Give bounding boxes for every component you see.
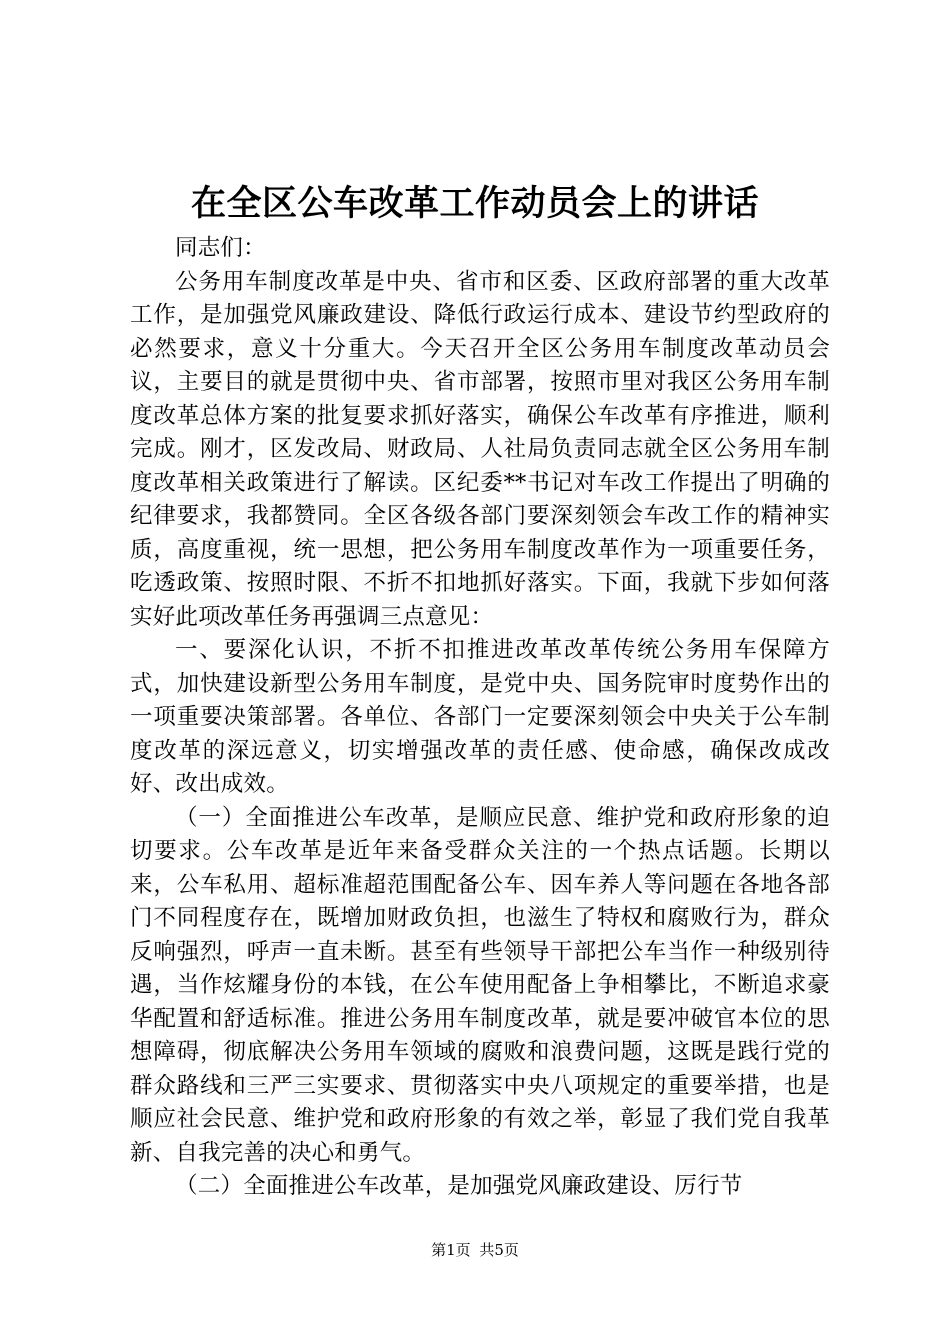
document-title: 在全区公车改革工作动员会上的讲话 xyxy=(190,183,759,224)
page-total: 共5页 xyxy=(479,1241,519,1259)
page-footer xyxy=(0,1240,950,1260)
paragraph-subsection-two: （二）全面推进公车改革，是加强党风廉政建设、厉行节 xyxy=(175,1173,743,1199)
paragraph-subsection-one: （一）全面推进公车改革，是顺应民意、维护党和政府形象的迫切要求。公车改革是近年来备受群众关注的一个热点话题。长期以来，公车私用、超标准超范围配备公车、因车养人等问题在各地各部门不同程度存在，既增加财政负担，也滋生了特权和腐败行为，群众反响强烈，呼声一直未断。甚至有些领导干部把公车当作一种级别待遇，当作炫耀身份的本钱，在公车使用配备上争相攀比，不断追求豪华配置和舒适标准。推进公务用车制度改革，就是要冲破官本位的思想障碍，彻底解决公务用车领域的腐败和浪费问题，这既是践行党的群众路线和三严三实要求、贯彻落实中央八项规定的重要举措，也是顺应社会民意、维护党和政府形象的有效之举，彰显了我们党自我革新、自我完善的决心和勇气。 xyxy=(130,804,830,1166)
document-body xyxy=(130,232,830,1204)
page-number: 第1页 xyxy=(431,1241,471,1259)
salutation: 同志们： xyxy=(175,235,266,261)
paragraph-intro: 公务用车制度改革是中央、省市和区委、区政府部署的重大改革工作，是加强党风廉政建设、降低行政运行成本、建设节约型政府的必然要求，意义十分重大。今天召开全区公务用车制度改革动员会议，主要目的就是贯彻中央、省市部署，按照市里对我区公务用车制度改革总体方案的批复要求抓好落实，确保公车改革有序推进，顺利完成。刚才，区发改局、财政局、人社局负责同志就全区公务用车制度改革相关政策进行了解读。区纪委**书记对车改工作提出了明确的纪律要求，我都赞同。全区各级各部门要深刻领会车改工作的精神实质，高度重视，统一思想，把公务用车制度改革作为一项重要任务，吃透政策、按照时限、不折不扣地抓好落实。下面，我就下步如何落实好此项改革任务再强调三点意见： xyxy=(130,268,830,630)
paragraph-section-one: 一、要深化认识，不折不扣推进改革改革传统公务用车保障方式，加快建设新型公务用车制度，是党中央、国务院审时度势作出的一项重要决策部署。各单位、各部门一定要深刻领会中央关于公车制度改革的深远意义，切实增强改革的责任感、使命感，确保改成改好、改出成效。 xyxy=(130,637,830,797)
